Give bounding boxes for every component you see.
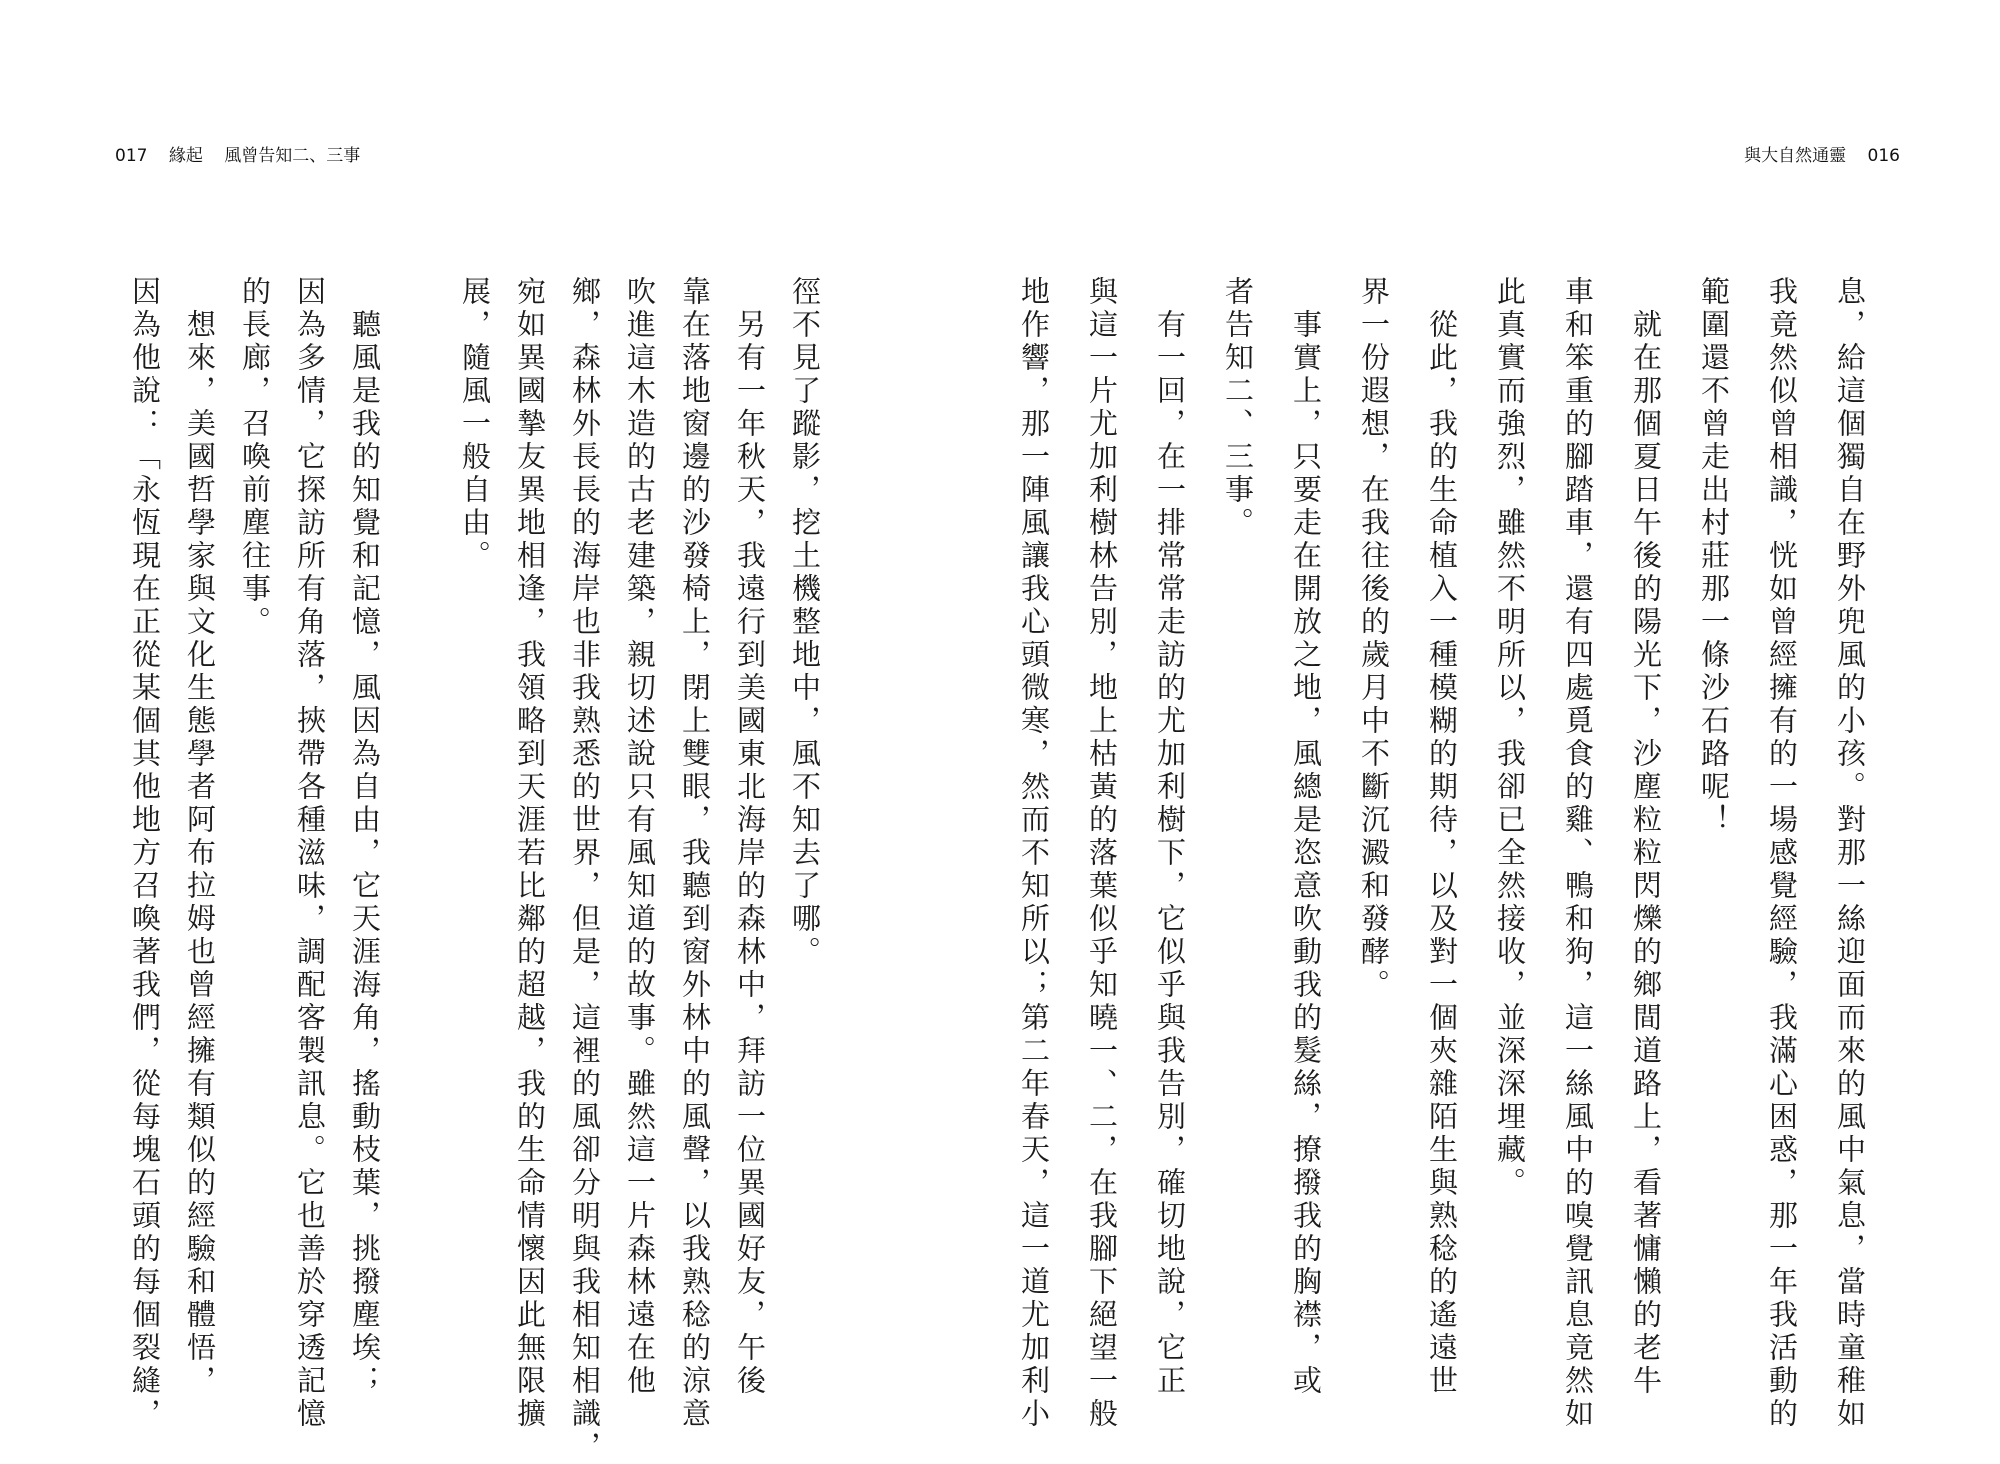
text-column: 車和笨重的腳踏車，還有四處覓食的雞、鴨和狗，這一絲風中的嗅覺訊息竟然如: [1561, 276, 1595, 1431]
text-column: 界一份遐想，在我往後的歲月中不斷沉澱和發酵。: [1357, 276, 1391, 1002]
text-column: 的長廊，召喚前塵往事。: [238, 276, 272, 639]
text-column: 靠在落地窗邊的沙發椅上，閉上雙眼，我聽到窗外林中的風聲，以我熟稔的涼意: [678, 276, 712, 1431]
text-column: 因為他說：「永恆現在正從某個其他地方召喚著我們，從每塊石頭的每個裂縫，: [128, 276, 162, 1431]
text-column: 此真實而強烈，雖然不明所以，我卻已全然接收，並深深埋藏。: [1493, 276, 1527, 1200]
text-column: 鄉，森林外長長的海岸也非我熟悉的世界，但是，這裡的風卻分明與我相知相識，: [568, 276, 602, 1464]
text-column: 吹進這木造的古老建築，親切述說只有風知道的故事。雖然這一片森林遠在他: [623, 276, 657, 1398]
text-column: 從此，我的生命植入一種模糊的期待，以及對一個夾雜陌生與熟稔的遙遠世: [1425, 276, 1459, 1398]
text-column: 想來，美國哲學家與文化生態學者阿布拉姆也曾經擁有類似的經驗和體悟，: [183, 276, 217, 1398]
text-column: 我竟然似曾相識，恍如曾經擁有的一場感覺經驗，我滿心困惑，那一年我活動的: [1765, 276, 1799, 1431]
left-chapter-title: 風曾告知二、三事: [224, 146, 361, 166]
text-column: 徑不見了蹤影，挖土機整地中，風不知去了哪。: [788, 276, 822, 969]
text-column: 範圍還不曾走出村莊那一條沙石路呢！: [1697, 276, 1731, 837]
text-column: 有一回，在一排常常走訪的尤加利樹下，它似乎與我告別，確切地說，它正: [1153, 276, 1187, 1398]
text-column: 另有一年秋天，我遠行到美國東北海岸的森林中，拜訪一位異國好友，午後: [733, 276, 767, 1398]
right-page-number: 016: [1867, 146, 1900, 166]
text-column: 聽風是我的知覺和記憶，風因為自由，它天涯海角，搖動枝葉，挑撥塵埃；: [348, 276, 382, 1398]
text-column: 者告知二、三事。: [1221, 276, 1255, 540]
text-column: 就在那個夏日午後的陽光下，沙塵粒粒閃爍的鄉間道路上，看著慵懶的老牛: [1629, 276, 1663, 1398]
text-column: 事實上，只要走在開放之地，風總是恣意吹動我的髮絲，撩撥我的胸襟，或: [1289, 276, 1323, 1398]
right-page-header: [1728, 141, 1900, 171]
left-page-header: [115, 141, 376, 171]
left-page-number: 017: [115, 146, 148, 166]
text-column: 宛如異國摯友異地相逢，我領略到天涯若比鄰的超越，我的生命情懷因此無限擴: [513, 276, 547, 1431]
text-column: 息，給這個獨自在野外兜風的小孩。對那一絲迎面而來的風中氣息，當時童稚如: [1833, 276, 1867, 1431]
text-column: 因為多情，它探訪所有角落，挾帶各種滋味，調配客製訊息。它也善於穿透記憶: [293, 276, 327, 1431]
left-section-label: 緣起: [168, 146, 203, 166]
text-column: 與這一片尤加利樹林告別，地上枯黃的落葉似乎知曉一、二，在我腳下絕望一般: [1085, 276, 1119, 1431]
text-column: 地作響，那一陣風讓我心頭微寒，然而不知所以；第二年春天，這一道尤加利小: [1017, 276, 1051, 1431]
text-column: 展，隨風一般自由。: [458, 276, 492, 573]
right-running-title: 與大自然通靈: [1744, 146, 1847, 166]
